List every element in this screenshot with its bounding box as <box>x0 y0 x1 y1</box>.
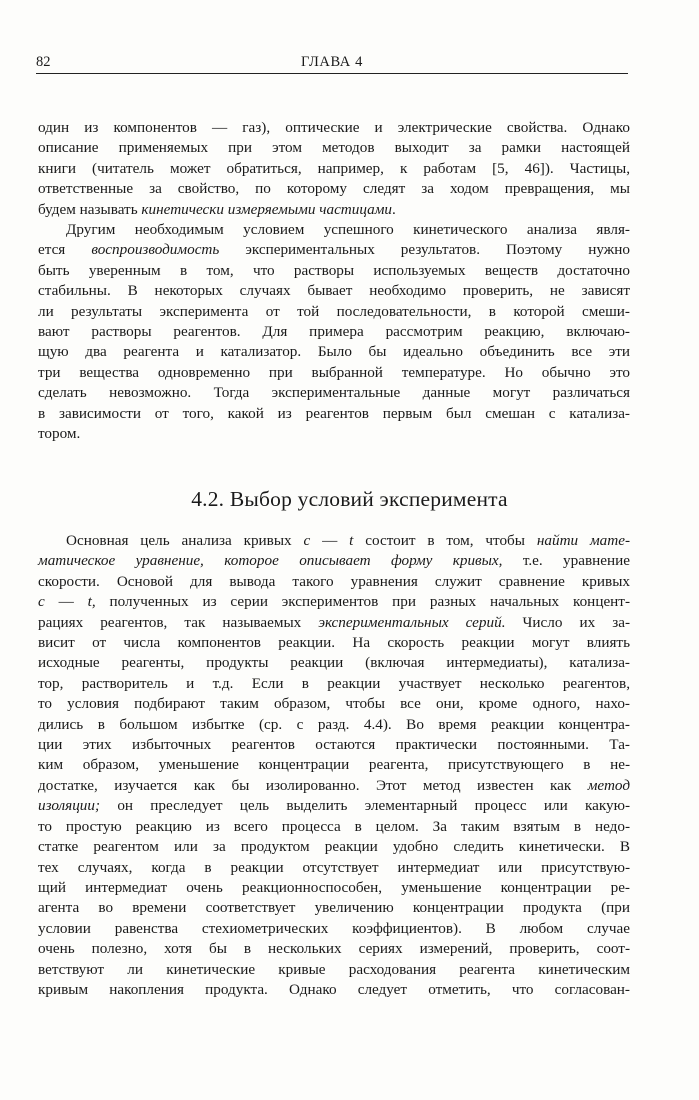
text-line: ветствуют ли кинетические кривые расходования реагента кинетическим <box>38 960 630 978</box>
emphasis-term: экспериментальных серий. <box>318 613 506 631</box>
text-run: — <box>44 593 88 611</box>
math-var: c <box>38 593 45 611</box>
text-line: три вещества одновременно при выбранной температуре. Но обычно это <box>38 363 630 381</box>
text-line: ответственные за свойство, по которому следят за ходом превращения, мы <box>38 180 630 198</box>
math-var: t, <box>87 593 96 611</box>
text-line: щую два реагента и катализатор. Было бы идеально объединить все эти <box>38 343 630 361</box>
text-line: то условия подбирают таким образом, чтобы все они, кроме одного, нахо- <box>38 695 630 713</box>
text-line: скорости. Основой для вывода такого уравнения служит сравнение кривых <box>38 572 630 590</box>
text-run: — <box>310 532 350 549</box>
running-header <box>36 51 628 74</box>
text-line: статке реагентом или за продуктом реакции удобно следить кинетически. В <box>38 838 630 856</box>
text-line: книги (читатель может обратиться, например, к работам [5, 46]). Частицы, <box>38 159 630 177</box>
text-line: в зависимости от того, какой из реагентов первым был смешан с катализа- <box>38 404 630 422</box>
text-line <box>38 592 630 612</box>
emphasis-term: найти мате- <box>536 532 631 549</box>
text-line <box>38 776 630 796</box>
text-run: достатке, изучается как бы изолированно. Этот метод известен как <box>38 776 572 794</box>
text-run: будем называть <box>38 200 138 218</box>
emphasis-term: матическое уравнение, которое описывает форму кривых, <box>38 552 503 570</box>
text-line <box>38 551 630 571</box>
text-run: полученных из серии экспериментов при разных начальных концент- <box>109 593 631 611</box>
section-heading: 4.2. Выбор условий эксперимента <box>191 487 508 511</box>
text-line <box>38 796 630 816</box>
text-line <box>38 613 630 633</box>
text-run: Число их за- <box>522 613 631 631</box>
text-line: Другим необходимым условием успешного кинетического анализа явля- <box>66 221 630 238</box>
math-var: c <box>303 532 311 549</box>
text-line: тором. <box>38 425 81 443</box>
page-number: 82 <box>36 54 51 70</box>
text-line: ли результаты эксперимента от той последовательности, в которой смеши- <box>38 302 630 320</box>
emphasis-term: воспроизводимость <box>91 241 220 259</box>
text-line: сделать невозможно. Тогда экспериментальные данные могут различаться <box>38 384 630 402</box>
text-run: Основная цель анализа кривых <box>66 532 292 549</box>
text-line <box>38 200 630 220</box>
chapter-title: ГЛАВА 4 <box>301 54 363 70</box>
text-line: агента во времени соответствует увеличению концентрации продукта (при <box>38 899 630 917</box>
text-line: дились в большом избытке (ср. с разд. 4.4). Во время реакции концентра- <box>38 715 630 733</box>
text-line: один из компонентов — газ), оптические и электрические свойства. Однако <box>38 119 630 136</box>
text-run: экспериментальных результатов. Поэтому нужно <box>245 241 630 259</box>
text-line: описание применяемых при этом методов выходит за рамки настоящей <box>38 139 630 157</box>
emphasis-term: кинетически измеряемыми частицами <box>141 200 393 218</box>
emphasis-term: изоляции; <box>38 797 101 815</box>
text-line: висит от числа компонентов реакции. На скорость реакции могут влиять <box>38 634 630 652</box>
text-line: кривым накопления продукта. Однако следует отметить, что согласован- <box>38 980 630 998</box>
text-line: щий интермедиат очень реакционноспособен, уменьшение концентрации ре- <box>38 878 630 896</box>
text-line: ции этих избыточных реагентов остаются практически постоянными. Та- <box>38 736 630 754</box>
text-line: условии равенства стехиометрических коэффициентов). В любом случае <box>38 919 630 937</box>
text-line: вают растворы реагентов. Для примера рассмотрим реакцию, включаю- <box>38 323 630 341</box>
text-run: рациях реагентов, так называемых <box>38 613 302 631</box>
text-line: очень полезно, хотя бы в нескольких сериях измерений, проверить, соот- <box>38 940 630 958</box>
text-line: стабильны. В некоторых случаях бывает необходимо проверить, не зависят <box>38 282 630 300</box>
text-line <box>38 531 630 551</box>
text-line: ким образом, уменьшение концентрации реагента, присутствующего в не- <box>38 756 630 774</box>
text-line: то простую реакцию из всего процесса в целом. За таким взятым в недо- <box>38 817 630 835</box>
text-line: тех случаях, когда в реакции отсутствует интермедиат или присутствую- <box>38 858 630 876</box>
text-run: . <box>392 200 396 218</box>
text-line: быть уверенным в том, что растворы используемых веществ достаточно <box>38 261 630 279</box>
text-line <box>38 240 630 260</box>
text-line: исходные реагенты, продукты реакции (включая интермедиаты), катализа- <box>38 654 630 672</box>
text-run: т.е. уравнение <box>522 552 630 570</box>
emphasis-term: метод <box>587 776 631 794</box>
paragraph-2 <box>38 220 630 444</box>
text-run: ется <box>38 241 66 259</box>
text-run: состоит в том, чтобы <box>365 532 525 549</box>
paragraph-1 <box>38 118 630 220</box>
paragraph-3 <box>38 531 630 1000</box>
text-run: он преследует цель выделить элементарный процесс или какую- <box>117 797 631 815</box>
text-line: тор, растворитель и т.д. Если в реакции участвует несколько реагентов, <box>38 674 630 692</box>
math-var: t <box>349 532 354 549</box>
